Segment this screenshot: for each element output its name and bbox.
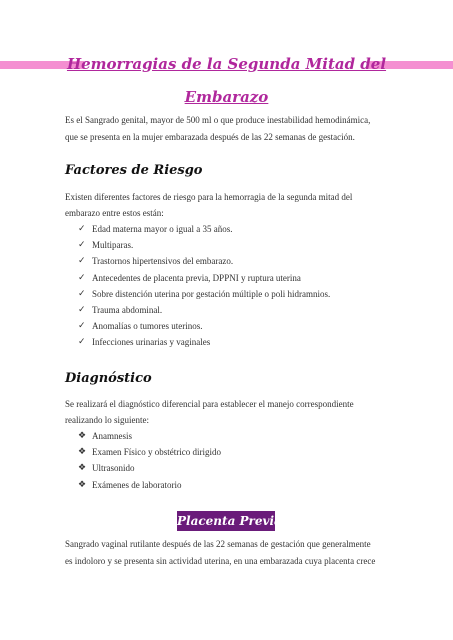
intro-line-1: Es el Sangrado genital, mayor de 500 ml o que produce inestabilidad hemodinámica, bbox=[65, 115, 371, 125]
factores-intro-line-1: Existen diferentes factores de riesgo para la hemorragia de la segunda mitad del bbox=[65, 192, 353, 202]
checkmark-icon: ✓ bbox=[78, 305, 86, 316]
page-title-line-1: Hemorragias de la Segunda Mitad del bbox=[66, 55, 387, 73]
diagnostico-heading: Diagnóstico bbox=[65, 371, 152, 386]
four-diamond-icon: ❖ bbox=[78, 463, 87, 474]
list-item: ✓ Multiparas. bbox=[78, 237, 330, 253]
list-item: ✓ Sobre distención uterina por gestación múltiple o poli hidramnios. bbox=[78, 286, 330, 302]
diagnostico-intro-line-2: realizando lo siguiente: bbox=[65, 415, 149, 425]
placenta-line-1: Sangrado vaginal rutilante después de las 22 semanas de gestación que generalmente bbox=[65, 539, 371, 549]
four-diamond-icon: ❖ bbox=[78, 447, 87, 458]
list-item: ❖ Anamnesis bbox=[78, 428, 221, 444]
list-item: ✓ Trauma abdominal. bbox=[78, 302, 330, 318]
list-item: ❖ Examen Físico y obstétrico dirigido bbox=[78, 444, 221, 460]
diagnostico-list bbox=[78, 428, 221, 493]
checkmark-icon: ✓ bbox=[78, 240, 86, 251]
list-item: ✓ Edad materna mayor o igual a 35 años. bbox=[78, 221, 330, 237]
four-diamond-icon: ❖ bbox=[78, 479, 87, 490]
diagnostico-intro-line-1: Se realizará el diagnóstico diferencial para establecer el manejo correspondiente bbox=[65, 399, 354, 409]
factores-heading: Factores de Riesgo bbox=[65, 163, 203, 178]
checkmark-icon: ✓ bbox=[78, 288, 86, 299]
factores-intro-line-2: embarazo entre estos están: bbox=[65, 208, 164, 218]
checkmark-icon: ✓ bbox=[78, 272, 86, 283]
list-item: ✓ Trastornos hipertensivos del embarazo. bbox=[78, 253, 330, 269]
four-diamond-icon: ❖ bbox=[78, 431, 87, 441]
placenta-line-2: es indoloro y se presenta sin actividad uterina, en una embarazada cuya placenta crece bbox=[65, 556, 376, 566]
checkmark-icon: ✓ bbox=[78, 337, 86, 348]
list-item: ❖ Exámenes de laboratorio bbox=[78, 477, 221, 493]
placenta-heading: Placenta Previa bbox=[177, 511, 275, 531]
list-item: ❖ Ultrasonido bbox=[78, 460, 221, 476]
checkmark-icon: ✓ bbox=[78, 321, 86, 332]
list-item: ✓ Infecciones urinarias y vaginales bbox=[78, 334, 330, 350]
checkmark-icon: ✓ bbox=[78, 224, 86, 234]
intro-line-2: que se presenta en la mujer embarazada después de las 22 semanas de gestación. bbox=[65, 132, 355, 142]
list-item: ✓ Antecedentes de placenta previa, DPPNI y ruptura uterina bbox=[78, 270, 330, 286]
checkmark-icon: ✓ bbox=[78, 256, 86, 267]
list-item: ✓ Anomalías o tumores uterinos. bbox=[78, 318, 330, 334]
factores-list bbox=[78, 221, 330, 351]
page-title-line-2: Embarazo bbox=[184, 88, 269, 106]
